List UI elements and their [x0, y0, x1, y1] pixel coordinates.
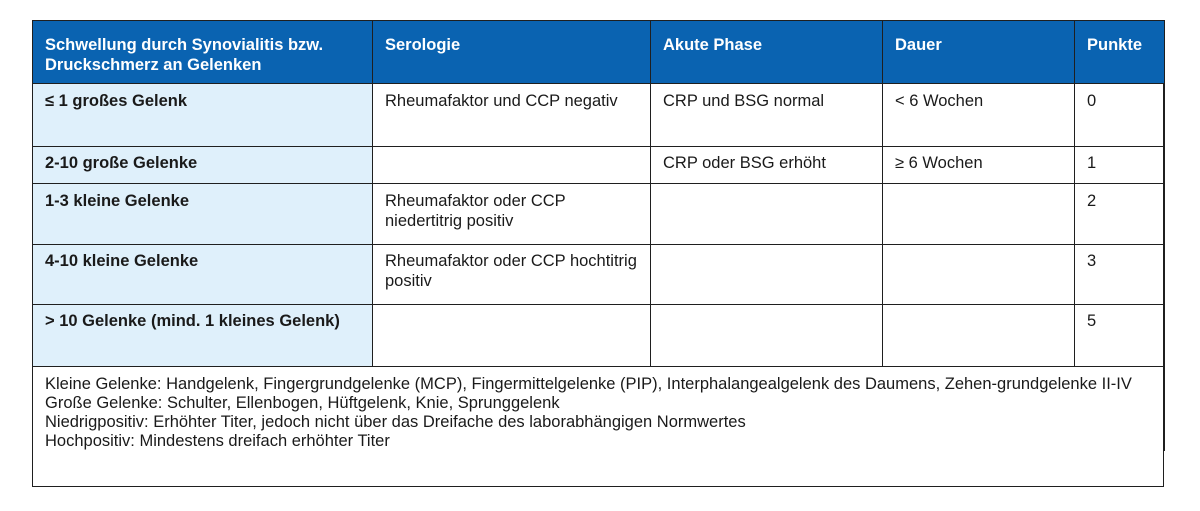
header-serology: Serologie	[373, 21, 651, 84]
cell-joints: 1-3 kleine Gelenke	[33, 184, 373, 245]
cell-acute-phase	[651, 184, 883, 245]
cell-serology: Rheumafaktor und CCP negativ	[373, 84, 651, 147]
cell-acute-phase	[651, 305, 883, 367]
cell-joints: 2-10 große Gelenke	[33, 147, 373, 184]
table-row	[33, 147, 1165, 184]
cell-duration	[883, 184, 1075, 245]
header-row	[33, 21, 1165, 84]
cell-serology	[373, 147, 651, 184]
header-points: Punkte	[1075, 21, 1165, 84]
cell-joints: ≤ 1 großes Gelenk	[33, 84, 373, 147]
criteria-table	[32, 20, 1165, 451]
cell-points: 5	[1075, 305, 1165, 367]
header-acute-phase: Akute Phase	[651, 21, 883, 84]
notes-cell	[33, 367, 1165, 452]
cell-serology: Rheumafaktor oder CCP hochtitrig positiv	[373, 245, 651, 305]
cell-duration	[883, 305, 1075, 367]
cell-points: 0	[1075, 84, 1165, 147]
cell-duration: < 6 Wochen	[883, 84, 1075, 147]
note-small-joints: Kleine Gelenke: Handgelenk, Fingergrundgelenke (MCP), Fingermittelgelenke (PIP), Interphalangealgelenk des Daumens, Zehen-grundgelenke II-IV	[45, 375, 1132, 393]
cell-joints: > 10 Gelenke (mind. 1 kleines Gelenk)	[33, 305, 373, 367]
note-large-joints: Große Gelenke: Schulter, Ellenbogen, Hüftgelenk, Knie, Sprunggelenk	[45, 394, 560, 412]
header-duration: Dauer	[883, 21, 1075, 84]
header-joints: Schwellung durch Synovialitis bzw. Druckschmerz an Gelenken	[33, 21, 373, 84]
table-row	[33, 84, 1165, 147]
notes-row	[33, 367, 1165, 452]
cell-points: 2	[1075, 184, 1165, 245]
cell-duration: ≥ 6 Wochen	[883, 147, 1075, 184]
cell-points: 3	[1075, 245, 1165, 305]
table-row	[33, 245, 1165, 305]
note-high-positive: Hochpositiv: Mindestens dreifach erhöhter Titer	[45, 432, 390, 450]
cell-acute-phase	[651, 245, 883, 305]
cell-serology	[373, 305, 651, 367]
cell-acute-phase: CRP oder BSG erhöht	[651, 147, 883, 184]
cell-points: 1	[1075, 147, 1165, 184]
criteria-table-frame	[32, 20, 1164, 487]
note-low-positive: Niedrigpositiv: Erhöhter Titer, jedoch nicht über das Dreifache des laborabhängigen Normwertes	[45, 413, 746, 431]
cell-serology: Rheumafaktor oder CCP niedertitrig positiv	[373, 184, 651, 245]
table-row	[33, 305, 1165, 367]
cell-acute-phase: CRP und BSG normal	[651, 84, 883, 147]
cell-joints: 4-10 kleine Gelenke	[33, 245, 373, 305]
cell-duration	[883, 245, 1075, 305]
table-row	[33, 184, 1165, 245]
